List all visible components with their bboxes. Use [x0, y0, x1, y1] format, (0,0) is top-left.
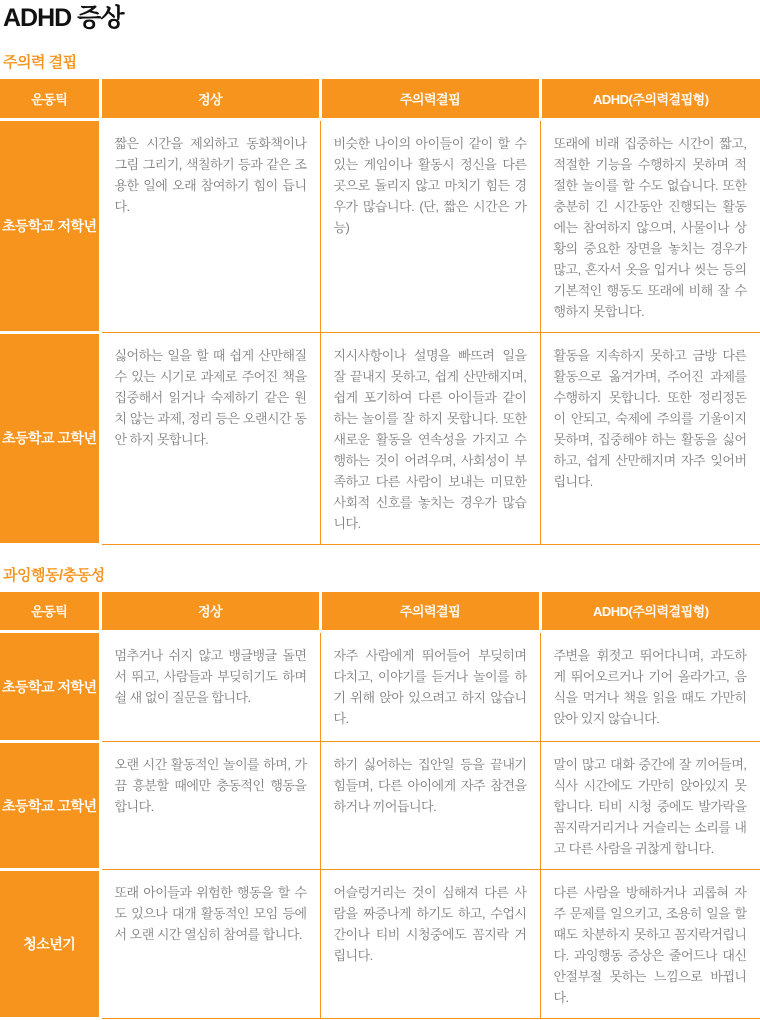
table-cell: 오랜 시간 활동적인 놀이를 하며, 가끔 흥분할 때에만 충동적인 행동을 합니다.: [100, 742, 320, 870]
column-header-adhd: ADHD(주의력결핍형): [540, 592, 760, 632]
section-heading-hyperactivity: 과잉행동/충동성: [3, 567, 760, 584]
section-hyperactivity-impulsivity: [0, 567, 760, 1020]
table-cell: 어슬렁거리는 것이 심해져 다른 사람을 짜증나게 하기도 하고, 수업시간이나 티비 시청중에도 꼼지락 거립니다.: [320, 870, 540, 1019]
table-cell: 싫어하는 일을 할 때 쉽게 산만해질 수 있는 시기로 과제로 주어진 책을 집중해서 읽거나 숙제하기 같은 원치 않는 과제, 정리 등은 오랜시간 동안 하지 못합니다.: [100, 332, 320, 544]
table-cell: 하기 싫어하는 집안일 등을 끝내기 힘들며, 다른 아이에게 자주 참견을 하거나 끼어듭니다.: [320, 742, 540, 870]
column-header-tic: 운동틱: [0, 79, 100, 119]
table-cell: 멈추거나 쉬지 않고 뱅글뱅글 돌면서 뛰고, 사람들과 부딪히기도 하며 쉴 새 없이 질문을 합니다.: [100, 632, 320, 742]
row-label: 청소년기: [0, 870, 100, 1019]
row-label: 초등학교 저학년: [0, 119, 100, 332]
table-cell: 또래에 비래 집중하는 시간이 짧고, 적절한 기능을 수행하지 못하며 적절한 놀이를 할 수도 없습니다. 또한 충분히 긴 시간동안 진행되는 활동에는 참여하지 않으며, 사물이나 상황의 중요한 장면을 놓치는 경우가 많고, 혼자서 옷을 입거나 씻는 등의 기본적인 행동도 또래에 비해 잘 수행하지 못합니다.: [540, 119, 760, 332]
section-attention-deficit: [0, 54, 760, 546]
column-header-normal: 정상: [100, 79, 320, 119]
row-label: 초등학교 고학년: [0, 742, 100, 870]
table-cell: 비슷한 나이의 아이들이 같이 할 수 있는 게임이나 활동시 정신을 다른곳으로 돌리지 않고 마치기 힘든 경우가 많습니다. (단, 짧은 시간은 가능): [320, 119, 540, 332]
table-row: [0, 632, 760, 742]
row-label: 초등학교 고학년: [0, 332, 100, 544]
table-cell: 다른 사람을 방해하거나 괴롭혀 자주 문제를 일으키고, 조용히 일을 할 때도 차분하지 못하고 꼼지락거립니다. 과잉행동 증상은 줄어드나 대신 안절부절 못하는 느낌으로 바뀝니다.: [540, 870, 760, 1019]
section-heading-attention-deficit: 주의력 결핍: [3, 54, 760, 71]
column-header-attention-deficit: 주의력결핍: [320, 79, 540, 119]
column-header-tic: 운동틱: [0, 592, 100, 632]
table-header-row: [0, 79, 760, 119]
column-header-adhd: ADHD(주의력결핍형): [540, 79, 760, 119]
table-cell: 자주 사람에게 뛰어들어 부딪히며 다치고, 이야기를 듣거나 놀이를 하기 위해 앉아 있으려고 하지 않습니다.: [320, 632, 540, 742]
table-cell: 주변을 휘젓고 뛰어다니며, 과도하게 뛰어오르거나 기어 올라가고, 음식을 먹거나 책을 읽을 때도 가만히 앉아 있지 않습니다.: [540, 632, 760, 742]
table-row: [0, 119, 760, 332]
table-cell: 짧은 시간을 제외하고 동화책이나 그림 그리기, 색칠하기 등과 같은 조용한 일에 오래 참여하기 힘이 듭니다.: [100, 119, 320, 332]
table-row: [0, 332, 760, 544]
table-cell: 또래 아이들과 위험한 행동을 할 수도 있으나 대개 활동적인 모임 등에서 오랜 시간 열심히 참여를 합니다.: [100, 870, 320, 1019]
hyperactivity-table: [0, 592, 760, 1020]
table-header-row: [0, 592, 760, 632]
attention-deficit-table: [0, 79, 760, 546]
table-row: [0, 870, 760, 1019]
table-cell: 지시사항이나 설명을 빠뜨려 일을 잘 끝내지 못하고, 쉽게 산만해지며, 쉽게 포기하여 다른 아이들과 같이 하는 놀이를 잘 하지 못합니다. 또한 새로운 활동을 연속성을 가지고 수행하는 것이 어려우며, 사회성이 부족하고 다른 사람이 보내는 미묘한 사회적 신호를 놓치는 경우가 많습니다.: [320, 332, 540, 544]
column-header-normal: 정상: [100, 592, 320, 632]
table-row: [0, 742, 760, 870]
page: [0, 3, 760, 1020]
table-cell: 활동을 지속하지 못하고 금방 다른 활동으로 옮겨가며, 주어진 과제를 수행하지 못합니다. 또한 정리정돈이 안되고, 숙제에 주의를 기울이지 못하며, 집중해야 하는 활동을 싫어하고, 쉽게 산만해지며 자주 잊어버립니다.: [540, 332, 760, 544]
page-title: ADHD 증상: [3, 3, 760, 33]
column-header-attention-deficit: 주의력결핍: [320, 592, 540, 632]
row-label: 초등학교 저학년: [0, 632, 100, 742]
table-cell: 말이 많고 대화 중간에 잘 끼어들며, 식사 시간에도 가만히 앉아있지 못합니다. 티비 시청 중에도 발가락을 꼼지락거리거나 거슬리는 소리를 내고 다른 사람을 귀찮게 합니다.: [540, 742, 760, 870]
